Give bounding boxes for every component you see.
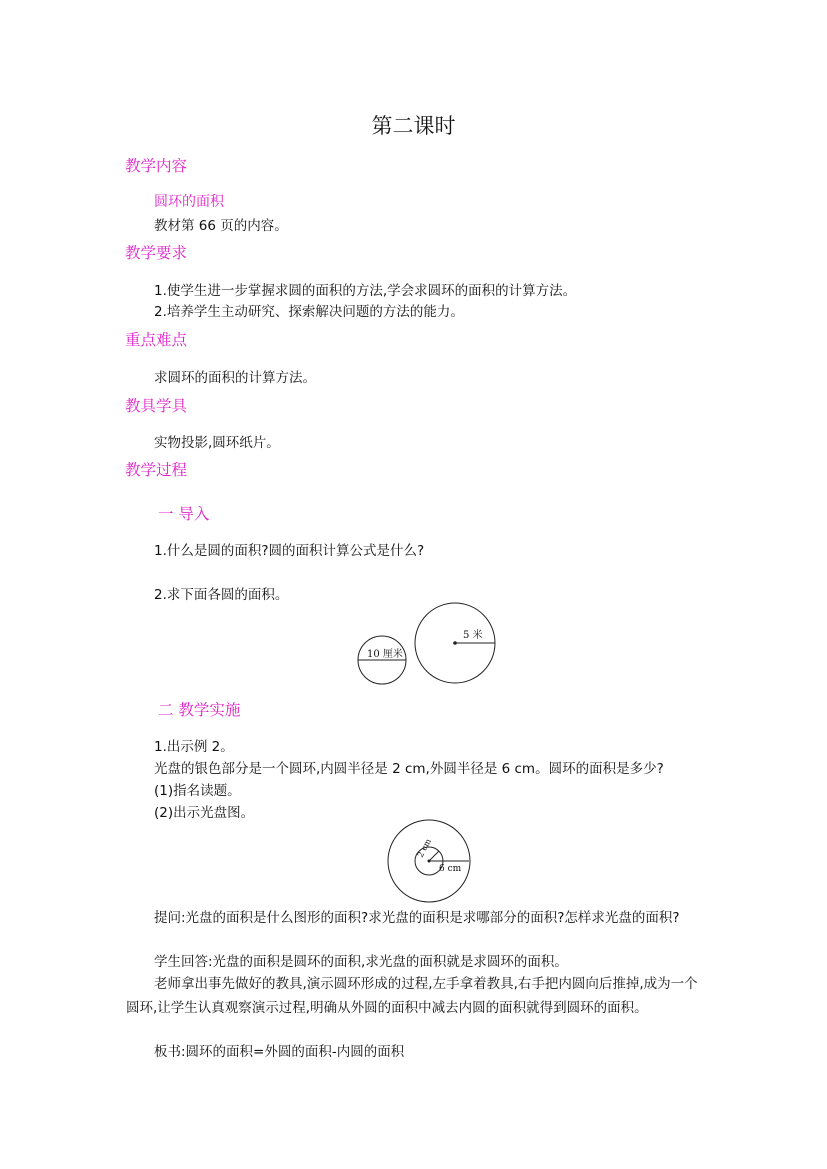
large-circle-label: 5 米 xyxy=(463,630,483,641)
disc-figure xyxy=(384,818,474,906)
problem-text: 光盘的银色部分是一个圆环,内圆半径是 2 cm,外圆半径是 6 cm。圆环的面积是多少? xyxy=(154,761,664,777)
student-answer: 学生回答:光盘的面积是圆环的面积,求光盘的面积就是求圆环的面积。 xyxy=(154,954,568,970)
content-text: 教材第 66 页的内容。 xyxy=(154,218,288,234)
question-1: 1.什么是圆的面积?圆的面积计算公式是什么? xyxy=(154,543,425,559)
circles-figure xyxy=(350,598,500,690)
heading-key-points: 重点难点 xyxy=(125,331,188,349)
inner-radius xyxy=(429,851,439,861)
heading-introduction: 一 导入 xyxy=(158,505,210,523)
heading-requirements: 教学要求 xyxy=(125,244,188,262)
outer-radius-label: 6 cm xyxy=(439,864,462,874)
step-1: (1)指名读题。 xyxy=(154,783,241,799)
example-line: 1.出示例 2。 xyxy=(154,739,234,755)
requirement-1: 1.使学生进一步掌握求圆的面积的方法,学会求圆环的面积的计算方法。 xyxy=(154,283,577,299)
question-2: 2.求下面各圆的面积。 xyxy=(154,587,289,603)
step-2: (2)出示光盘图。 xyxy=(154,805,255,821)
heading-implementation: 二 教学实施 xyxy=(158,701,241,719)
requirement-2: 2.培养学生主动研究、探索解决问题的方法的能力。 xyxy=(154,304,464,320)
subheading-ring-area: 圆环的面积 xyxy=(154,194,224,210)
key-points-text: 求圆环的面积的计算方法。 xyxy=(154,370,316,386)
inner-radius-label: 2 cm xyxy=(415,837,434,859)
heading-content: 教学内容 xyxy=(125,157,188,175)
board-writing: 板书:圆环的面积=外圆的面积-内圆的面积 xyxy=(154,1044,405,1060)
heading-process: 教学过程 xyxy=(125,461,188,479)
heading-teaching-aids: 教具学具 xyxy=(125,397,188,415)
page-title: 第二课时 xyxy=(371,114,456,138)
teaching-aids-text: 实物投影,圆环纸片。 xyxy=(154,435,280,451)
teacher-demo-paragraph: 老师拿出事先做好的教具,演示圆环形成的过程,左手拿着教具,右手把内圆向后推掉,成为一个圆环,让学生认真观察演示过程,明确从外圆的面积中减去内圆的面积就得到圆环的面积。 xyxy=(126,976,698,1016)
question-paragraph: 提问:光盘的面积是什么图形的面积?求光盘的面积是求哪部分的面积?怎样求光盘的面积? xyxy=(154,910,680,926)
small-circle-label: 10 厘米 xyxy=(367,649,403,660)
